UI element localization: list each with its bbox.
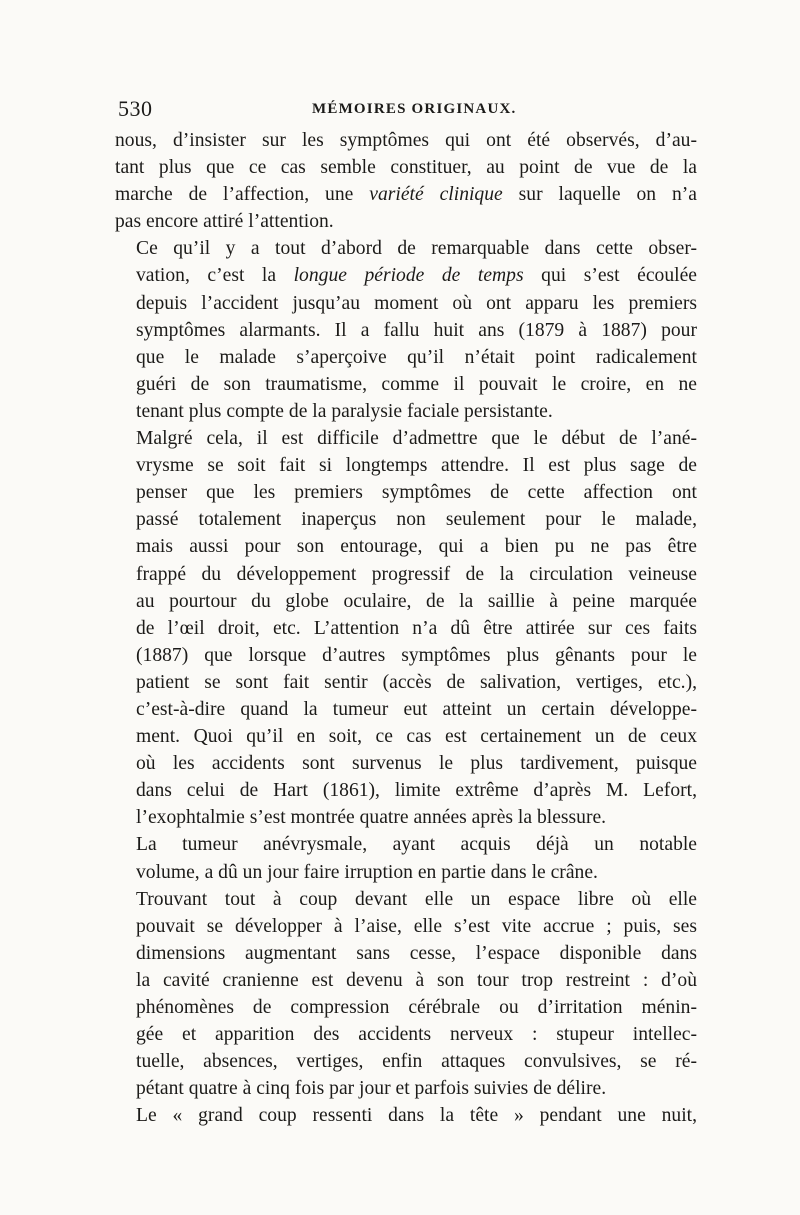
text-line: frappé du développement progressif de la circulation veineuse: [136, 563, 697, 585]
text-line: (1887) que lorsque d’autres symptômes plus gênants pour le: [136, 644, 697, 666]
text-line: pas encore attiré l’attention.: [115, 211, 334, 233]
text-line: passé totalement inaperçus non seulement pour le malade,: [136, 509, 697, 531]
text-line: patient se sont fait sentir (accès de salivation, vertiges, etc.),: [136, 671, 697, 693]
text-line: ment. Quoi qu’il en soit, ce cas est certainement un de ceux: [136, 726, 697, 748]
text-run: qui s’est écoulée: [523, 265, 697, 287]
page-number: 530: [118, 96, 153, 121]
text-line: Trouvant tout à coup devant elle un espace libre où elle: [136, 888, 697, 910]
text-line: c’est-à-dire quand la tumeur eut atteint un certain développe-: [136, 698, 697, 720]
text-line: dimensions augmentant sans cesse, l’espace disponible dans: [136, 942, 697, 964]
running-title: MÉMOIRES ORIGINAUX.: [312, 101, 517, 117]
paragraph-5: [115, 886, 697, 1103]
text-line: Le « grand coup ressenti dans la tête » pendant une nuit,: [136, 1105, 697, 1127]
text-line: penser que les premiers symptômes de cette affection ont: [136, 482, 697, 504]
paragraph-4: [115, 831, 697, 885]
text-line: La tumeur anévrysmale, ayant acquis déjà un notable: [136, 834, 697, 856]
text-line: l’exophtalmie s’est montrée quatre années après la blessure.: [136, 807, 607, 829]
text-line: depuis l’accident jusqu’au moment où ont apparu les premiers: [136, 292, 697, 314]
text-line: au pourtour du globe oculaire, de la saillie à peine marquée: [136, 590, 697, 612]
text-line: [115, 262, 697, 289]
text-line: vrysme se soit fait si longtemps attendre. Il est plus sage de: [136, 455, 697, 477]
text-line: de l’œil droit, etc. L’attention n’a dû être attirée sur ces faits: [136, 617, 697, 639]
text-run: sur laquelle on n’a: [502, 184, 698, 206]
text-line: tenant plus compte de la paralysie faciale persistante.: [136, 400, 553, 422]
paragraph-6: [115, 1102, 697, 1129]
text-line: où les accidents sont survenus le plus tardivement, puisque: [136, 753, 697, 775]
text-run: marche de l’affection, une: [115, 184, 370, 206]
body-text: [115, 127, 697, 1129]
text-line: Ce qu’il y a tout d’abord de remarquable dans cette obser-: [136, 238, 697, 260]
text-line: tuelle, absences, vertiges, enfin attaques convulsives, se ré-: [136, 1051, 697, 1073]
text-line: volume, a dû un jour faire irruption en partie dans le crâne.: [136, 861, 598, 883]
text-line: guéri de son traumatisme, comme il pouvait le croire, en ne: [136, 373, 697, 395]
text-line: dans celui de Hart (1861), limite extrême d’après M. Lefort,: [136, 780, 697, 802]
page-header: [118, 96, 698, 126]
text-line: symptômes alarmants. Il a fallu huit ans (1879 à 1887) pour: [136, 319, 697, 341]
text-run: vation, c’est la: [136, 265, 294, 287]
text-line: gée et apparition des accidents nerveux : stupeur intellec-: [136, 1024, 697, 1046]
paragraph-2: [115, 235, 697, 425]
text-line: nous, d’insister sur les symptômes qui ont été observés, d’au-: [115, 130, 697, 151]
text-line: mais aussi pour son entourage, qui a bien pu ne pas être: [136, 536, 697, 558]
text-line: Malgré cela, il est difficile d’admettre que le début de l’ané-: [136, 428, 697, 450]
text-line: tant plus que ce cas semble constituer, au point de vue de la: [115, 157, 697, 179]
italic-term: variété clinique: [369, 184, 503, 206]
italic-term: longue période de temps: [293, 265, 524, 287]
text-line: pouvait se développer à l’aise, elle s’est vite accrue ; puis, ses: [136, 915, 697, 937]
text-line: que le malade s’aperçoive qu’il n’était point radicalement: [136, 346, 697, 368]
text-line: la cavité cranienne est devenu à son tour trop restreint : d’où: [136, 969, 697, 991]
text-line: [115, 181, 697, 208]
text-line: pétant quatre à cinq fois par jour et parfois suivies de délire.: [136, 1078, 607, 1100]
text-line: phénomènes de compression cérébrale ou d’irritation ménin-: [136, 997, 697, 1018]
paragraph-3: [115, 425, 697, 831]
paragraph-1: [115, 127, 697, 235]
